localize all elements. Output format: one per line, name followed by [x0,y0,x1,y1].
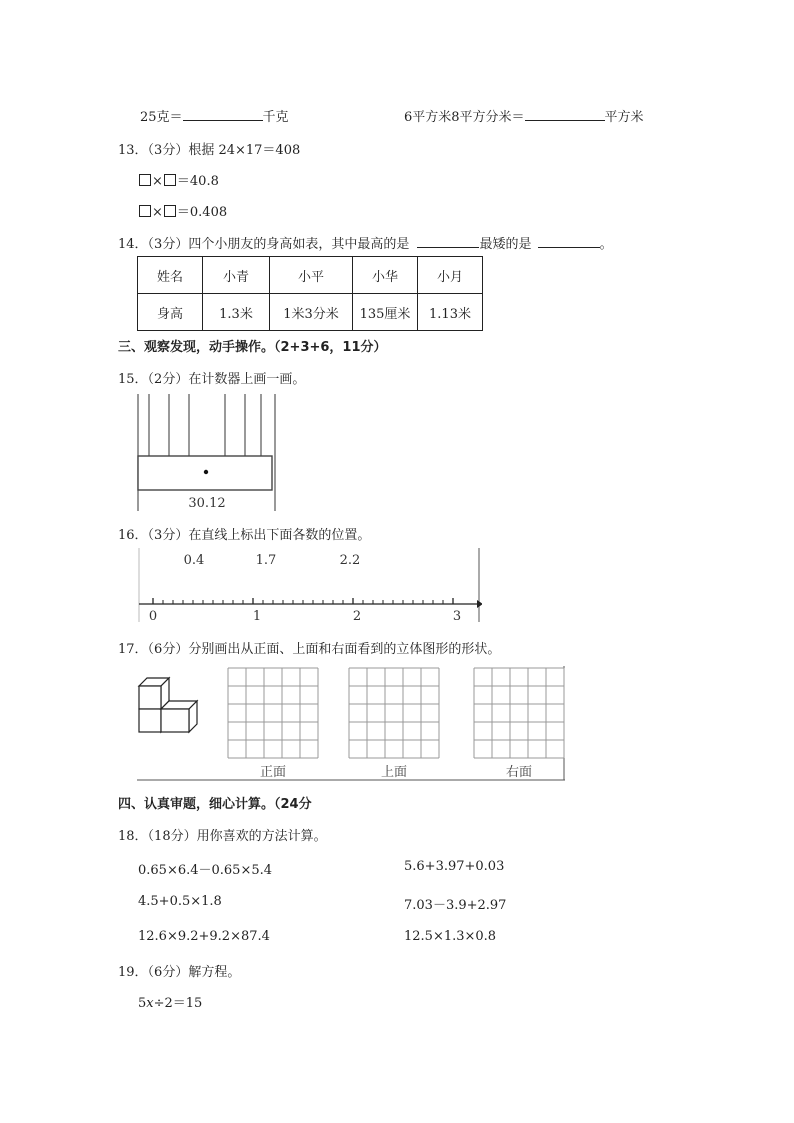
axis-ticks [153,598,453,604]
calc-expression: 7.03－3.9+2.97 [404,898,507,913]
times-sign: × [152,205,163,220]
equation [138,992,202,1011]
decimal-point [204,470,208,474]
drawing-grids[interactable] [228,668,564,758]
cube-stack-icon [139,678,197,732]
q18-title: 18．（18分）用你喜欢的方法计算。 [118,829,327,844]
q14-title-b: 最矮的是 [479,237,532,252]
calc-expression: 5.6+3.97+0.03 [404,859,505,874]
q13-line2-rhs: ＝0.408 [176,205,228,220]
q17-title: 17．（6分）分别画出从正面、上面和右面看到的立体图形的形状。 [118,642,501,657]
table-cell: 1米3分米 [270,294,353,331]
cube-face [161,709,189,732]
table-cell: 小华 [353,257,418,294]
table-cell: 135厘米 [353,294,418,331]
grid-label: 正面 [259,765,287,780]
axis-label: 2 [352,609,362,624]
grid-label: 上面 [380,765,408,780]
grid-label: 右面 [505,765,533,780]
three-view-figure [137,666,567,782]
calc-expression: 0.65×6.4－0.65×5.4 [138,863,273,878]
q13-line2 [138,201,227,220]
q15-title: 15．（2分）在计数器上画一画。 [118,372,306,387]
drawing-grid[interactable] [228,668,318,758]
q12-right-prefix: 6平方米8平方分米＝ [404,110,525,125]
axis-label: 1 [252,609,262,624]
table-cell: 身高 [138,294,203,331]
q13-line1 [138,170,219,189]
section-4-heading: 四、认真审题，细心计算。（24分 [118,797,312,812]
q12-right [404,106,644,125]
cube-face [139,709,161,732]
table-cell: 1.3米 [203,294,270,331]
table-cell: 小平 [270,257,353,294]
q12-left-prefix: 25克＝ [140,110,183,125]
answer-blank[interactable] [538,235,600,248]
q12-right-suffix: 平方米 [604,110,644,125]
number-line-figure[interactable] [137,548,482,624]
calc-expression: 12.5×1.3×0.8 [404,929,497,944]
answer-blank[interactable] [183,108,263,121]
drawing-grid[interactable] [474,668,564,758]
table-cell: 姓名 [138,257,203,294]
answer-blank[interactable] [525,108,605,121]
q16-title: 16．（3分）在直线上标出下面各数的位置。 [118,528,371,543]
number-label: 0.4 [183,553,205,568]
q14-title-a: 14．（3分）四个小朋友的身高如表，其中最高的是 [118,237,410,252]
answer-box[interactable] [139,174,151,186]
table-cell: 小青 [203,257,270,294]
q12-left [140,106,289,125]
q19-title: 19．（6分）解方程。 [118,965,241,980]
calc-expression: 4.5+0.5×1.8 [138,894,222,909]
answer-box[interactable] [139,205,151,217]
height-table [137,256,483,331]
q14-title-end: 。 [599,237,613,252]
q14-title [118,233,613,252]
axis-label: 3 [452,609,462,624]
table-row [138,294,483,331]
calc-expression: 12.6×9.2+9.2×87.4 [138,929,270,944]
section-3-heading: 三、观察发现，动手操作。（2+3+6，11分） [118,340,387,355]
table-row [138,257,483,294]
q13-line1-rhs: ＝40.8 [176,174,219,189]
number-label: 2.2 [339,553,361,568]
table-cell: 1.13米 [418,294,483,331]
drawing-grid[interactable] [349,668,439,758]
equation-part: ÷2＝15 [153,996,203,1011]
abacus-counter-figure[interactable] [137,394,277,512]
times-sign: × [152,174,163,189]
axis-label: 0 [148,609,158,624]
answer-blank[interactable] [417,235,479,248]
number-label: 1.7 [255,553,277,568]
equation-part: 5 [138,996,147,1011]
answer-box[interactable] [164,174,176,186]
cube-face [139,686,161,709]
q13-title: 13．（3分）根据 24×17＝408 [118,143,301,158]
q12-left-suffix: 千克 [262,110,289,125]
counter-value-label: 30.12 [188,496,226,511]
equation-variable: x [146,996,154,1011]
answer-box[interactable] [164,205,176,217]
table-cell: 小月 [418,257,483,294]
